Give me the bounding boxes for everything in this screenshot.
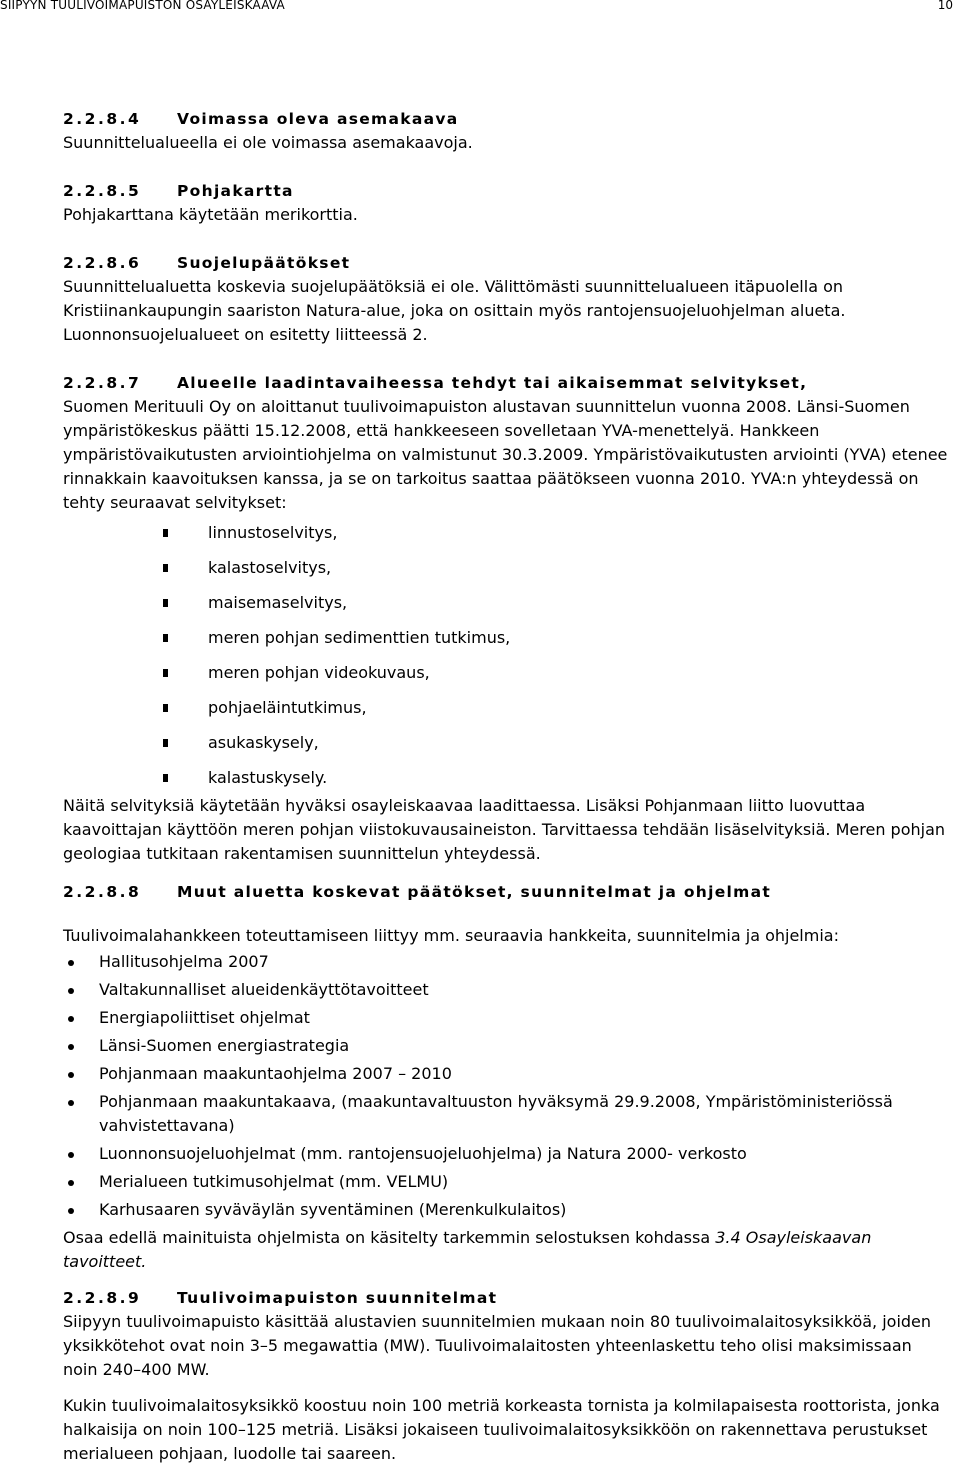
program-list xyxy=(63,950,948,1222)
document-body xyxy=(63,107,948,1466)
page-header xyxy=(0,0,960,12)
bullet-icon xyxy=(68,960,74,966)
bullet-icon xyxy=(68,1180,74,1186)
section-number: 2.2.8.4 xyxy=(63,110,142,128)
list-item: asukaskysely, xyxy=(63,731,948,766)
list-item: pohjaeläintutkimus, xyxy=(63,696,948,731)
section-title: Suojelupäätökset xyxy=(177,254,351,272)
list-item: Luonnonsuojeluohjelmat (mm. rantojensuojeluohjelma) ja Natura 2000- verkosto xyxy=(63,1142,948,1166)
bullet-icon xyxy=(68,1044,74,1050)
list-item: Hallitusohjelma 2007 xyxy=(63,950,948,974)
section-heading xyxy=(63,179,948,203)
section-number: 2.2.8.6 xyxy=(63,254,142,272)
survey-list xyxy=(63,521,948,794)
section-heading xyxy=(63,107,948,131)
bullet-icon xyxy=(68,1152,74,1158)
bullet-icon xyxy=(68,1100,74,1106)
paragraph: Tuulivoimalahankkeen toteuttamiseen liittyy mm. seuraavia hankkeita, suunnitelmia ja ohjelmia: xyxy=(63,926,839,945)
section-heading xyxy=(63,880,948,904)
cross-reference: 3.4 Osayleiskaavan tavoitteet. xyxy=(63,1228,872,1271)
page-number: 10 xyxy=(937,0,953,12)
list-item: Karhusaaren syväväylän syventäminen (Merenkulkulaitos) xyxy=(63,1198,948,1222)
paragraph: Näitä selvityksiä käytetään hyväksi osayleiskaavaa laadittaessa. Lisäksi Pohjanmaan liitto luovuttaa kaavoittajan käyttöön meren pohjan viistokuvausaineiston. Tarvittaessa tehdään lisäselvityksiä. Meren pohjan geologiaa tutkitaan rakentamisen suunnittelun yhteydessä. xyxy=(63,796,946,863)
list-item: meren pohjan sedimenttien tutkimus, xyxy=(63,626,948,661)
list-item: Pohjanmaan maakuntaohjelma 2007 – 2010 xyxy=(63,1062,948,1086)
list-item: Länsi-Suomen energiastrategia xyxy=(63,1034,948,1058)
bullet-icon xyxy=(68,1208,74,1214)
section-title: Alueelle laadintavaiheessa tehdyt tai aikaisemmat selvitykset, xyxy=(177,374,808,392)
square-bullet-icon xyxy=(163,669,168,677)
paragraph: Osaa edellä mainituista ohjelmista on käsitelty tarkemmin selostuksen kohdassa 3.4 Osayleiskaavan tavoitteet. xyxy=(63,1228,872,1271)
square-bullet-icon xyxy=(163,634,168,642)
list-item: kalastuskysely. xyxy=(63,766,948,794)
square-bullet-icon xyxy=(163,704,168,712)
section-title: Muut aluetta koskevat päätökset, suunnitelmat ja ohjelmat xyxy=(177,883,772,901)
section-number: 2.2.8.9 xyxy=(63,1289,142,1307)
list-item: Valtakunnalliset alueidenkäyttötavoitteet xyxy=(63,978,948,1002)
paragraph: Siipyyn tuulivoimapuisto käsittää alustavien suunnitelmien mukaan noin 80 tuulivoimalaitosyksikköä, joiden yksikkötehot ovat noin 3–5 megawattia (MW). Tuulivoimalaitosten yhteenlaskettu teho olisi maksimissaan noin 240–400 MW. xyxy=(63,1312,932,1379)
paragraph: Pohjakarttana käytetään merikorttia. xyxy=(63,205,358,224)
list-item: meren pohjan videokuvaus, xyxy=(63,661,948,696)
section-title: Tuulivoimapuiston suunnitelmat xyxy=(177,1289,498,1307)
square-bullet-icon xyxy=(163,529,168,537)
list-item: kalastoselvitys, xyxy=(63,556,948,591)
square-bullet-icon xyxy=(163,739,168,747)
bullet-icon xyxy=(68,988,74,994)
section-heading xyxy=(63,371,948,395)
paragraph: Kukin tuulivoimalaitosyksikkö koostuu noin 100 metriä korkeasta tornista ja kolmilapaisesta roottorista, jonka halkaisija on noin 100–125 metriä. Lisäksi jokaiseen tuulivoimalaitosyksikköön on rakennettava perustukset merialueen pohjaan, luodolle tai saareen. xyxy=(63,1396,940,1463)
section-number: 2.2.8.5 xyxy=(63,182,142,200)
list-item: Energiapoliittiset ohjelmat xyxy=(63,1006,948,1030)
square-bullet-icon xyxy=(163,599,168,607)
section-title: Pohjakartta xyxy=(177,182,294,200)
section-number: 2.2.8.8 xyxy=(63,883,142,901)
list-item: linnustoselvitys, xyxy=(63,521,948,556)
paragraph: Suunnittelualuetta koskevia suojelupäätöksiä ei ole. Välittömästi suunnittelualueen itäpuolella on Kristiinankaupungin saariston Natura-alue, joka on osittain myös rantojensuojeluohjelman alueta. Luonnonsuojelualueet on esitetty liitteessä 2. xyxy=(63,277,846,344)
section-title: Voimassa oleva asemakaava xyxy=(177,110,459,128)
paragraph: Suunnittelualueella ei ole voimassa asemakaavoja. xyxy=(63,133,473,152)
bullet-icon xyxy=(68,1016,74,1022)
section-heading xyxy=(63,1286,948,1310)
paragraph: Suomen Merituuli Oy on aloittanut tuulivoimapuiston alustavan suunnittelun vuonna 2008. Länsi-Suomen ympäristökeskus päätti 15.12.2008, että hankkeeseen sovelletaan YVA-menettelyä. Hankkeen ympäristövaikutusten arviointiohjelma on valmistunut 30.3.2009. Ympäristövaikutusten arviointi (YVA) etenee rinnakkain kaavoituksen kanssa, ja se on tarkoitus saattaa päätökseen vuonna 2010. YVA:n yhteydessä on tehty seuraavat selvitykset: xyxy=(63,397,948,512)
list-item: Merialueen tutkimusohjelmat (mm. VELMU) xyxy=(63,1170,948,1194)
square-bullet-icon xyxy=(163,564,168,572)
square-bullet-icon xyxy=(163,774,168,782)
document-title: SIIPYYN TUULIVOIMAPUISTON OSAYLEISKAAVA xyxy=(0,0,285,12)
section-heading xyxy=(63,251,948,275)
section-number: 2.2.8.7 xyxy=(63,374,142,392)
bullet-icon xyxy=(68,1072,74,1078)
list-item: Pohjanmaan maakuntakaava, (maakuntavaltuuston hyväksymä 29.9.2008, Ympäristöministeriössä vahvistettavana) xyxy=(63,1090,948,1138)
list-item: maisemaselvitys, xyxy=(63,591,948,626)
